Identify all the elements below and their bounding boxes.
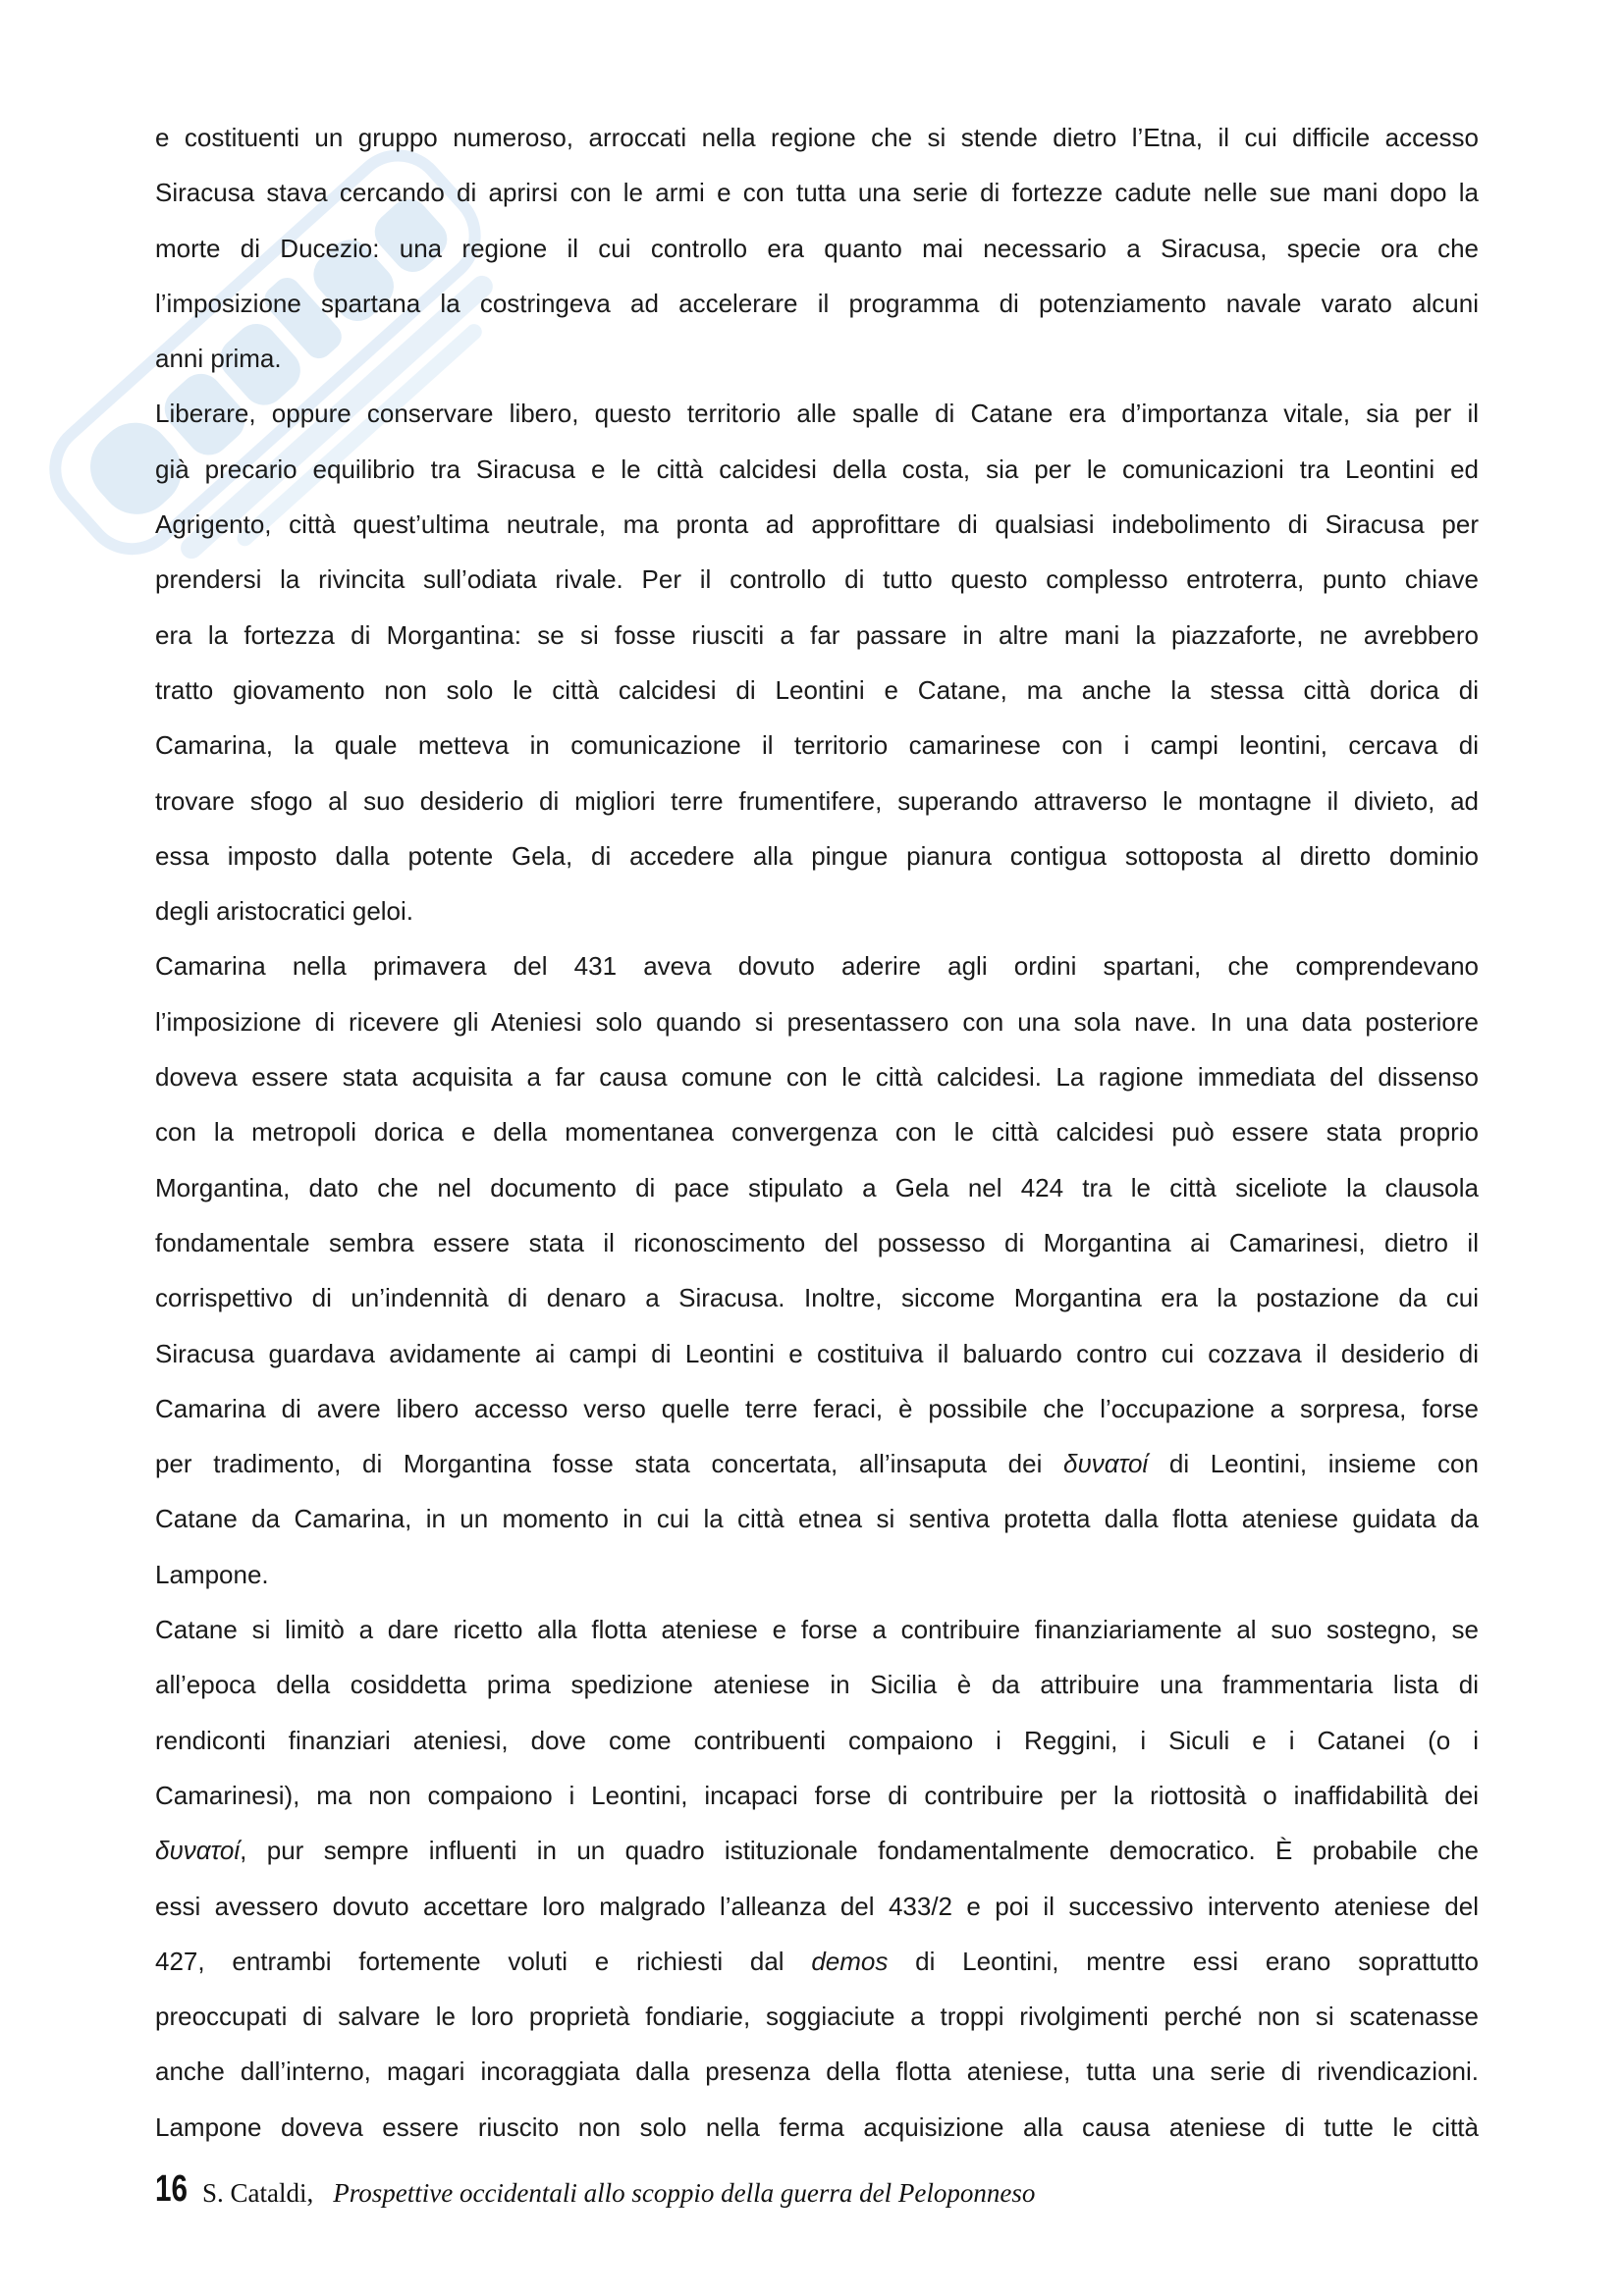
footer-author: S. Cataldi, [202, 2178, 314, 2208]
text-line [155, 1436, 1479, 1491]
text-line: trovare sfogo al suo desiderio di migliori terre frumentifere, superando attraverso le montagne il divieto, ad [155, 785, 1479, 816]
text-line: morte di Ducezio: una regione il cui controllo era quanto mai necessario a Siracusa, specie ora che [155, 233, 1479, 263]
text-line: Liberare, oppure conservare libero, questo territorio alle spalle di Catane era d’importanza vitale, sia per il [155, 399, 1479, 429]
text-line: Siracusa guardava avidamente ai campi di Leontini e costituiva il baluardo contro cui cozzava il desiderio di [155, 1338, 1479, 1368]
text-line: era la fortezza di Morgantina: se si fosse riusciti a far passare in altre mani la piazzaforte, ne avrebbero [155, 619, 1479, 650]
page-number: 16 [155, 2168, 188, 2210]
italic-term: δυνατοί [155, 1836, 241, 1866]
text-line: l’imposizione di ricevere gli Ateniesi solo quando si presentassero con una sola nave. In una data posteriore [155, 1006, 1479, 1037]
footer-title: Prospettive occidentali allo scoppio della guerra del Peloponneso [333, 2178, 1036, 2208]
text-line: l’imposizione spartana la costringeva ad accelerare il programma di potenziamento navale varato alcuni [155, 288, 1479, 318]
italic-term: δυνατοί [1063, 1449, 1149, 1479]
text-line: prendersi la rivincita sull’odiata rivale. Per il controllo di tutto questo complesso entroterra, punto chiave [155, 564, 1479, 595]
text-segment: di Leontini, insieme con [1148, 1449, 1479, 1479]
text-line: essi avessero dovuto accettare loro malgrado l’alleanza del 433/2 e poi il successivo intervento ateniese del [155, 1891, 1479, 1921]
text-line: Lampone doveva essere riuscito non solo nella ferma acquisizione alla causa ateniese di tutte le città [155, 2111, 1479, 2142]
text-line: Morgantina, dato che nel documento di pace stipulato a Gela nel 424 tra le città siceliote la clausola [155, 1172, 1479, 1202]
text-line: Camarina, la quale metteva in comunicazione il territorio camarinese con i campi leontini, cercava di [155, 730, 1479, 761]
text-line: doveva essere stata acquisita a far causa comune con le città calcidesi. La ragione immediata del dissenso [155, 1062, 1479, 1093]
text-line: anche dall’interno, magari incoraggiata dalla presenza della flotta ateniese, tutta una serie di rivendicazioni. [155, 2056, 1479, 2087]
text-line: anni prima. [155, 344, 282, 374]
paragraph [155, 386, 1479, 938]
text-line: Camarina di avere libero accesso verso quelle terre feraci, è possibile che l’occupazione a sorpresa, forse [155, 1393, 1479, 1423]
paragraph [155, 110, 1479, 386]
text-line: all’epoca della cosiddetta prima spedizione ateniese in Sicilia è da attribuire una frammentaria lista di [155, 1670, 1479, 1700]
text-segment: , pur sempre influenti in un quadro istituzionale fondamentalmente democratico. È probabile che [240, 1836, 1479, 1866]
text-line: preoccupati di salvare le loro proprietà fondiarie, soggiaciute a troppi rivolgimenti perché non si scatenasse [155, 2002, 1479, 2032]
text-line: rendiconti finanziari ateniesi, dove come contribuenti compaiono i Reggini, i Siculi e i Catanei (o i [155, 1725, 1479, 1755]
text-line: Catane da Camarina, in un momento in cui la città etnea si sentiva protetta dalla flotta ateniese guidata da [155, 1504, 1479, 1534]
text-line [155, 1823, 1479, 1878]
text-line: Agrigento, città quest’ultima neutrale, ma pronta ad approfittare di qualsiasi indebolimento di Siracusa per [155, 509, 1479, 540]
paragraph [155, 938, 1479, 1602]
text-line: degli aristocratici geloi. [155, 896, 414, 927]
page-footer [155, 2165, 1235, 2215]
text-line: tratto giovamento non solo le città calcidesi di Leontini e Catane, ma anche la stessa città dorica di [155, 674, 1479, 705]
text-line: Siracusa stava cercando di aprirsi con le armi e con tutta una serie di fortezze cadute nelle sue mani dopo la [155, 178, 1479, 208]
text-line [155, 1934, 1479, 1989]
text-line: con la metropoli dorica e della momentanea convergenza con le città calcidesi può essere stata proprio [155, 1117, 1479, 1148]
text-line: già precario equilibrio tra Siracusa e le città calcidesi della costa, sia per le comunicazioni tra Leontini ed [155, 454, 1479, 484]
text-segment: di Leontini, mentre essi erano soprattutto [888, 1946, 1479, 1976]
text-line: corrispettivo di un’indennità di denaro a Siracusa. Inoltre, siccome Morgantina era la postazione da cui [155, 1283, 1479, 1313]
text-line: essa imposto dalla potente Gela, di accedere alla pingue pianura contigua sottoposta al diretto dominio [155, 840, 1479, 871]
text-line: e costituenti un gruppo numeroso, arroccati nella regione che si stende dietro l’Etna, il cui difficile accesso [155, 123, 1479, 152]
document-body [155, 110, 1479, 2155]
footer-citation [202, 2175, 1035, 2211]
text-line: Camarinesi), ma non compaiono i Leontini, incapaci forse di contribuire per la riottosità o inaffidabilità dei [155, 1780, 1479, 1810]
paragraph [155, 1602, 1479, 2155]
italic-term: demos [811, 1946, 889, 1976]
text-line: Lampone. [155, 1559, 269, 1589]
text-segment: 427, entrambi fortemente voluti e richiesti dal [155, 1946, 812, 1976]
text-line: fondamentale sembra essere stata il riconoscimento del possesso di Morgantina ai Camarinesi, dietro il [155, 1227, 1479, 1257]
text-line: Catane si limitò a dare ricetto alla flotta ateniese e forse a contribuire finanziariamente al suo sostegno, se [155, 1615, 1479, 1645]
text-line: Camarina nella primavera del 431 aveva dovuto aderire agli ordini spartani, che comprendevano [155, 951, 1479, 982]
text-segment: per tradimento, di Morgantina fosse stata concertata, all’insaputa dei [155, 1449, 1064, 1479]
